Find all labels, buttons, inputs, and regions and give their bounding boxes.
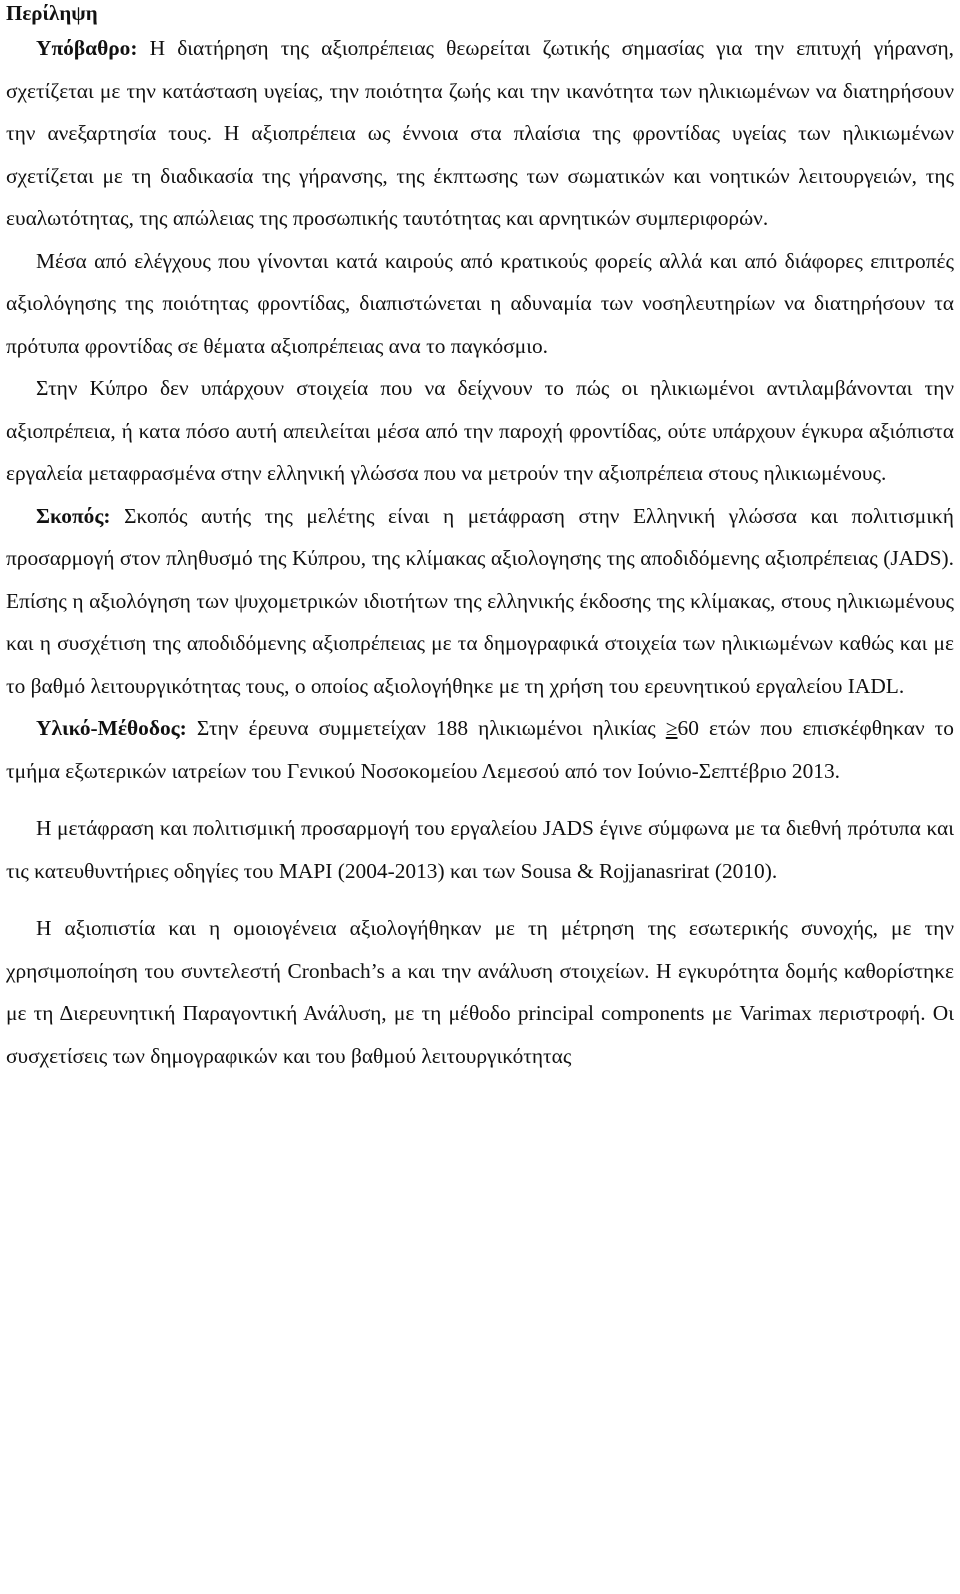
background-paragraph: [6, 27, 954, 240]
cyprus-paragraph: Στην Κύπρο δεν υπάρχουν στοιχεία που να δείχνουν το πώς οι ηλικιωμένοι αντιλαμβάνονται την αξιοπρέπεια, ή κατα πόσο αυτή απειλείται μέσα από την παροχή φροντίδας, ούτε υπάρχουν έγκυρα αξιόπιστα εργαλεία μεταφρασμένα στην ελληνική γλώσσα που να μετρούν την αξιοπρέπεια στους ηλικιωμένους.: [6, 376, 954, 485]
translation-paragraph: Η μετάφραση και πολιτισμική προσαρμογή του εργαλείου JADS έγινε σύμφωνα με τα διεθνή πρότυπα και τις κατευθυντήριες οδηγίες του MAPI (2004-2013) και των Sousa & Rojjanasrirat (2010).: [6, 816, 954, 883]
audit-paragraph: Μέσα από ελέγχους που γίνονται κατά καιρούς από κρατικούς φορείς αλλά και από διάφορες επιτροπές αξιολόγησης της ποιότητας φροντίδας, διαπιστώνεται η αδυναμία των νοσηλευτηρίων να διατηρήσουν τα πρότυπα φροντίδας σε θέματα αξιοπρέπειας ανα το παγκόσμιο.: [6, 248, 954, 358]
aim-label: Σκοπός:: [36, 503, 111, 528]
paragraph-gap: [6, 892, 954, 907]
method-text-after: 60 ετών που επισκέφθηκαν το τμήμα εξωτερικών ιατρείων του Γενικού Νοσοκομείου Λεμεσού από τον Ιούνιο-Σεπτέβριο 2013.: [6, 716, 954, 783]
document-page: [6, 0, 954, 1077]
aim-paragraph: [6, 495, 954, 708]
gte-symbol: ≥: [665, 716, 678, 740]
method-paragraph: [6, 707, 954, 792]
page-title: Περίληψη: [6, 1, 98, 25]
paragraph-gap: [6, 792, 954, 807]
background-text: Η διατήρηση της αξιοπρέπειας θεωρείται ζωτικής σημασίας για την επιτυχή γήρανση, σχετίζεται με την κατάσταση υγείας, την ποιότητα ζωής και την ικανότητα των ηλικιωμένων να διατηρήσουν την ανεξαρτησία τους. Η αξιοπρέπεια ως έννοια στα πλαίσια της φροντίδας υγείας των ηλικιωμένων σχετίζεται με τη διαδικασία της γήρανσης, της έκπτωσης των σωματικών και νοητικών λειτουργειών, της ευαλωτότητας, της απώλειας της προσωπικής ταυτότητας και αρνητικών συμπεριφορών.: [6, 36, 954, 230]
reliability-paragraph: Η αξιοπιστία και η ομοιογένεια αξιολογήθηκαν με τη μέτρηση της εσωτερικής συνοχής, με την χρησιμοποίηση του συντελεστή Cronbach’s a και την ανάλυση στοιχείων. Η εγκυρότητα δομής καθορίστηκε με τη Διερευνητική Παραγοντική Ανάλυση, με τη μέθοδο principal components με Varimax περιστροφή. Οι συσχετίσεις των δημογραφικών και του βαθμού λειτουργικότητας: [6, 916, 954, 1068]
aim-text: Σκοπός αυτής της μελέτης είναι η μετάφραση στην Ελληνική γλώσσα και πολιτισμική προσαρμογή στον πληθυσμό της Κύπρου, της κλίμακας αξιολογησης της αποδιδόμενης αξιοπρέπειας (JADS). Επίσης η αξιολόγηση των ψυχομετρικών ιδιοτήτων της ελληνικής έκδοσης της κλίμακας, στους ηλικιωμένους και η συσχέτιση της αποδιδόμενης αξιοπρέπειας με τα δημογραφικά στοιχεία των ηλικιωμένων καθώς και με το βαθμό λειτουργικότητας τους, ο οποίος αξιολογήθηκε με τη χρήση του ερευνητικού εργαλείου IADL.: [6, 503, 954, 698]
method-label: Υλικό-Μέθοδος:: [36, 716, 187, 740]
method-text-before: Στην έρευνα συμμετείχαν 188 ηλικιωμένοι ηλικίας: [186, 716, 666, 740]
background-label: Υπόβαθρο:: [36, 36, 138, 60]
